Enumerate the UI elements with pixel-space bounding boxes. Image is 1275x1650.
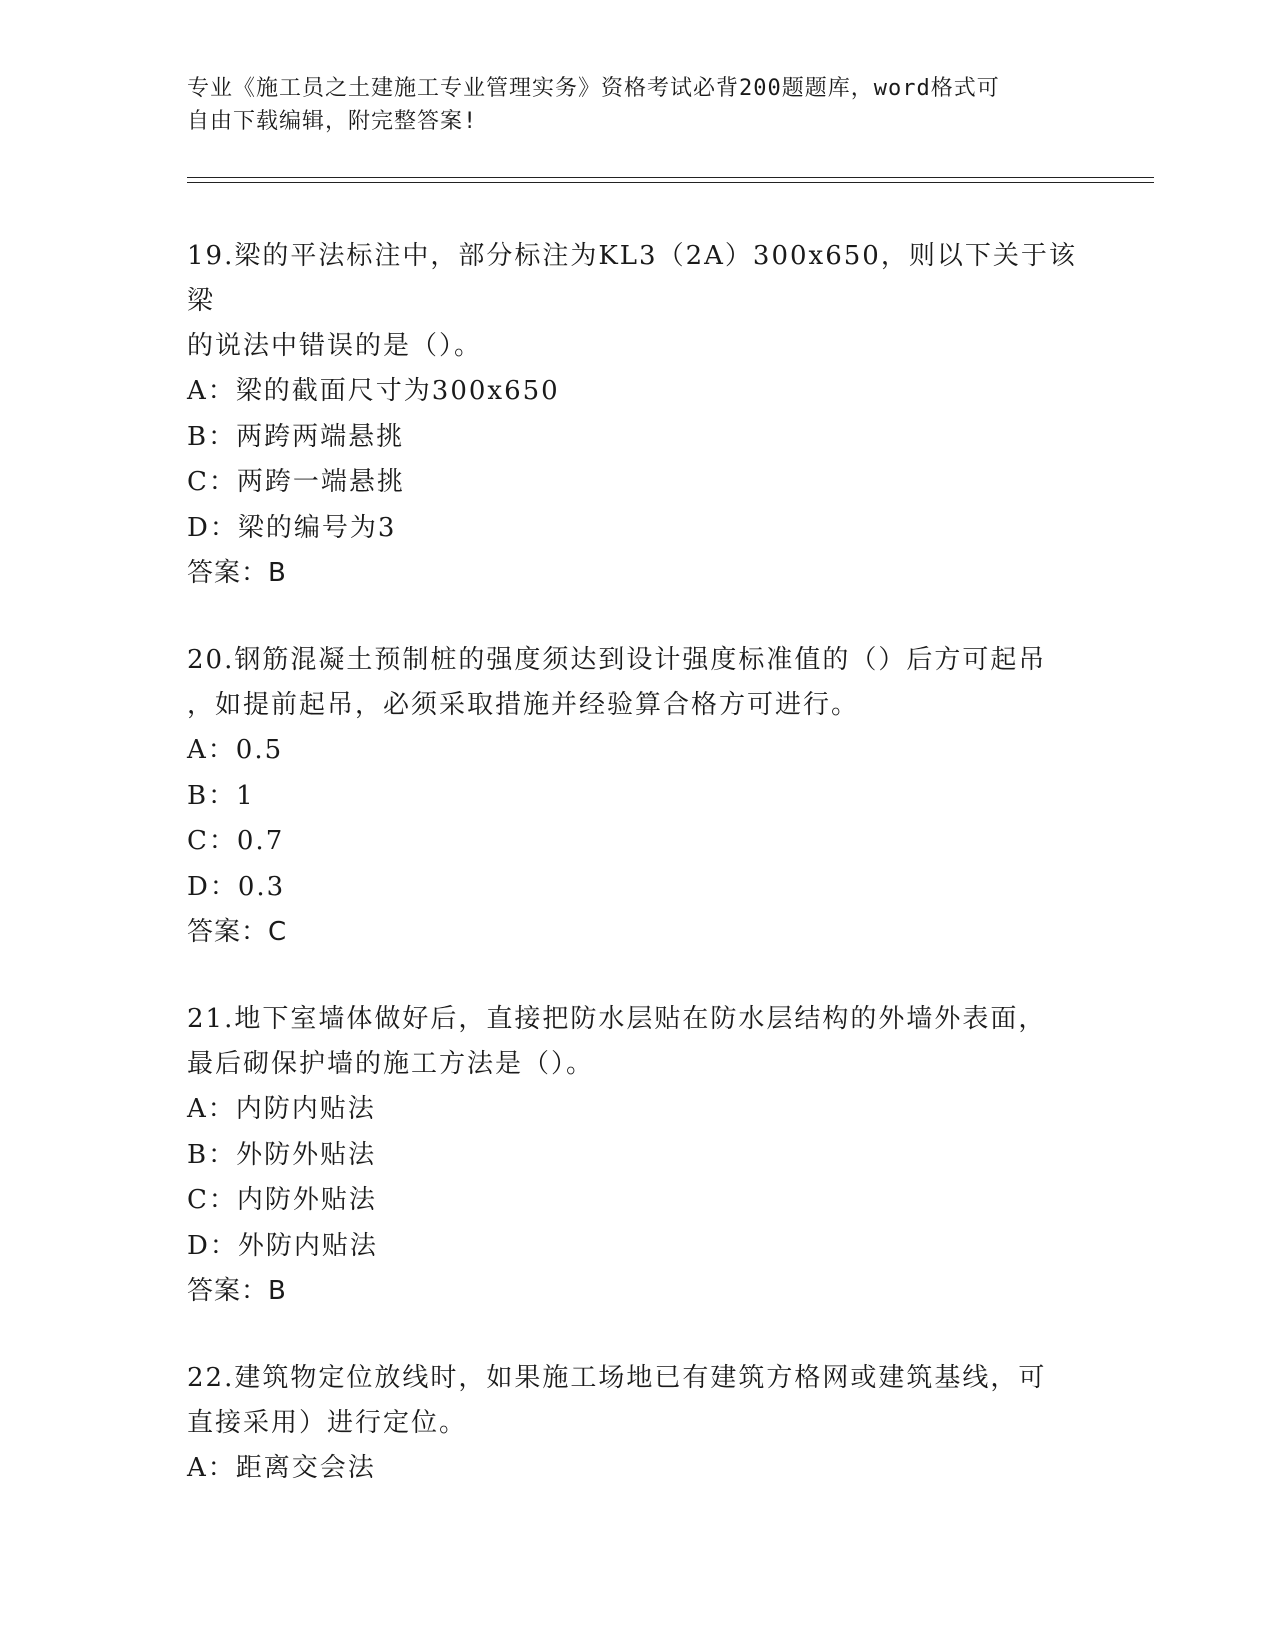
header-divider-top bbox=[187, 177, 1154, 178]
question-stem-line-1: 19.梁的平法标注中，部分标注为KL3（2A）300x650，则以下关于该梁 bbox=[187, 241, 1077, 316]
question-stem-line-2: 最后砌保护墙的施工方法是（）。 bbox=[187, 1049, 595, 1079]
question-22 bbox=[187, 1356, 1087, 1492]
question-stem bbox=[187, 638, 1087, 728]
question-stem bbox=[187, 234, 1087, 369]
document-header bbox=[187, 72, 1067, 138]
option-a: A：0.5 bbox=[187, 735, 284, 765]
option-b: B：1 bbox=[187, 780, 255, 811]
question-stem-line-1: 22.建筑物定位放线时，如果施工场地已有建筑方格网或建筑基线，可 bbox=[187, 1363, 1047, 1393]
answer-label: 答案：B bbox=[187, 558, 287, 588]
question-21 bbox=[187, 997, 1087, 1314]
option-c: C：两跨一端悬挑 bbox=[187, 467, 405, 497]
question-list bbox=[187, 234, 1087, 1534]
question-stem-line-1: 21.地下室墙体做好后，直接把防水层贴在防水层结构的外墙外表面， bbox=[187, 1004, 1047, 1034]
option-d: D：0.3 bbox=[187, 871, 286, 902]
header-line-2: 自由下载编辑，附完整答案! bbox=[187, 109, 478, 134]
option-b: B：两跨两端悬挑 bbox=[187, 421, 405, 452]
header-line-1: 专业《施工员之土建施工专业管理实务》资格考试必背200题题库，word格式可 bbox=[187, 76, 1000, 101]
question-20 bbox=[187, 638, 1087, 955]
question-stem-line-2: 的说法中错误的是（）。 bbox=[187, 331, 483, 361]
question-stem bbox=[187, 997, 1087, 1087]
option-c: C：内防外贴法 bbox=[187, 1185, 377, 1215]
option-a: A：距离交会法 bbox=[187, 1453, 376, 1483]
option-b: B：外防外贴法 bbox=[187, 1139, 377, 1170]
option-d: D：梁的编号为3 bbox=[187, 512, 397, 543]
option-d: D：外防内贴法 bbox=[187, 1230, 378, 1261]
option-a: A：梁的截面尺寸为300x650 bbox=[187, 376, 560, 406]
answer-label: 答案：B bbox=[187, 1276, 287, 1306]
option-a: A：内防内贴法 bbox=[187, 1094, 376, 1124]
question-stem bbox=[187, 1356, 1087, 1446]
option-c: C：0.7 bbox=[187, 826, 285, 856]
question-stem-line-2: 直接采用）进行定位。 bbox=[187, 1408, 468, 1438]
header-divider-bottom bbox=[187, 182, 1154, 183]
question-stem-line-1: 20.钢筋混凝土预制桩的强度须达到设计强度标准值的（）后方可起吊 bbox=[187, 645, 1047, 675]
question-19 bbox=[187, 234, 1087, 596]
question-stem-line-2: ，如提前起吊，必须采取措施并经验算合格方可进行。 bbox=[187, 690, 860, 720]
answer-label: 答案：C bbox=[187, 917, 288, 947]
